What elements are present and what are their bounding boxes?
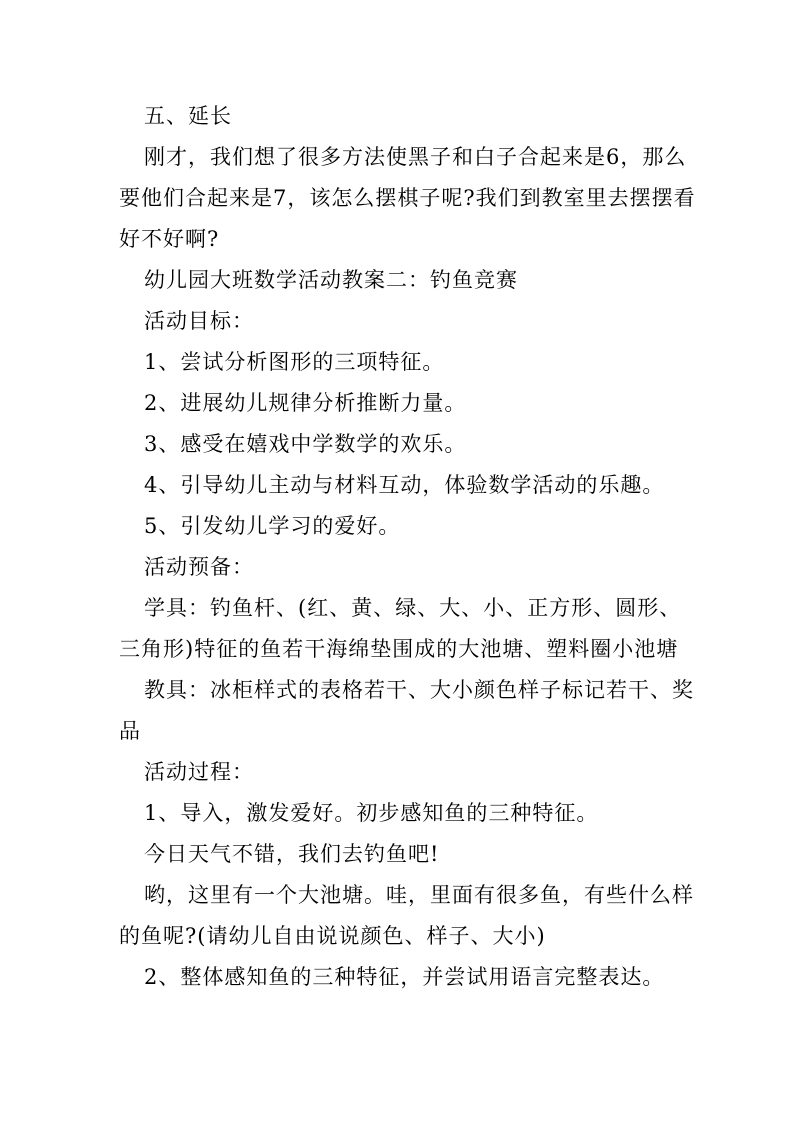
- section-heading-extension: 五、延长: [144, 104, 232, 128]
- paragraph-line: 教具：冰柜样式的表格若干、大小颜色样子标记若干、奖: [144, 678, 694, 702]
- paragraph-line: 要他们合起来是7，该怎么摆棋子呢?我们到教室里去摆摆看: [119, 186, 696, 210]
- process-step: 1、导入，激发爱好。初步感知鱼的三种特征。: [144, 801, 599, 825]
- section-heading-preparation: 活动预备：: [144, 555, 254, 579]
- goal-item: 4、引导幼儿主动与材料互动，体验数学活动的乐趣。: [144, 473, 665, 497]
- paragraph-line: 今日天气不错，我们去钓鱼吧!: [144, 842, 440, 866]
- goal-item: 5、引发幼儿学习的爱好。: [144, 514, 401, 538]
- process-step: 2、整体感知鱼的三种特征，并尝试用语言完整表达。: [144, 965, 665, 989]
- goal-item: 1、尝试分析图形的三项特征。: [144, 350, 445, 374]
- section-heading-goals: 活动目标：: [144, 309, 254, 333]
- paragraph-line: 品: [119, 719, 141, 743]
- section-heading-process: 活动过程：: [144, 760, 254, 784]
- paragraph-line: 哟，这里有一个大池塘。哇，里面有很多鱼，有些什么样: [144, 883, 694, 907]
- lesson-plan-title: 幼儿园大班数学活动教案二：钓鱼竞赛: [144, 268, 518, 292]
- paragraph-line: 好不好啊?: [119, 227, 220, 251]
- paragraph-line: 学具：钓鱼杆、(红、黄、绿、大、小、正方形、圆形、: [144, 596, 682, 620]
- goal-item: 2、进展幼儿规律分析推断力量。: [144, 391, 467, 415]
- paragraph-line: 的鱼呢?(请幼儿自由说说颜色、样子、大小): [119, 924, 546, 948]
- document-body: [119, 96, 696, 998]
- paragraph-line: 三角形)特征的鱼若干海绵垫围成的大池塘、塑料圈小池塘: [119, 637, 679, 661]
- goal-item: 3、感受在嬉戏中学数学的欢乐。: [144, 432, 467, 456]
- paragraph-line: 刚才，我们想了很多方法使黑子和白子合起来是6，那么: [144, 145, 687, 169]
